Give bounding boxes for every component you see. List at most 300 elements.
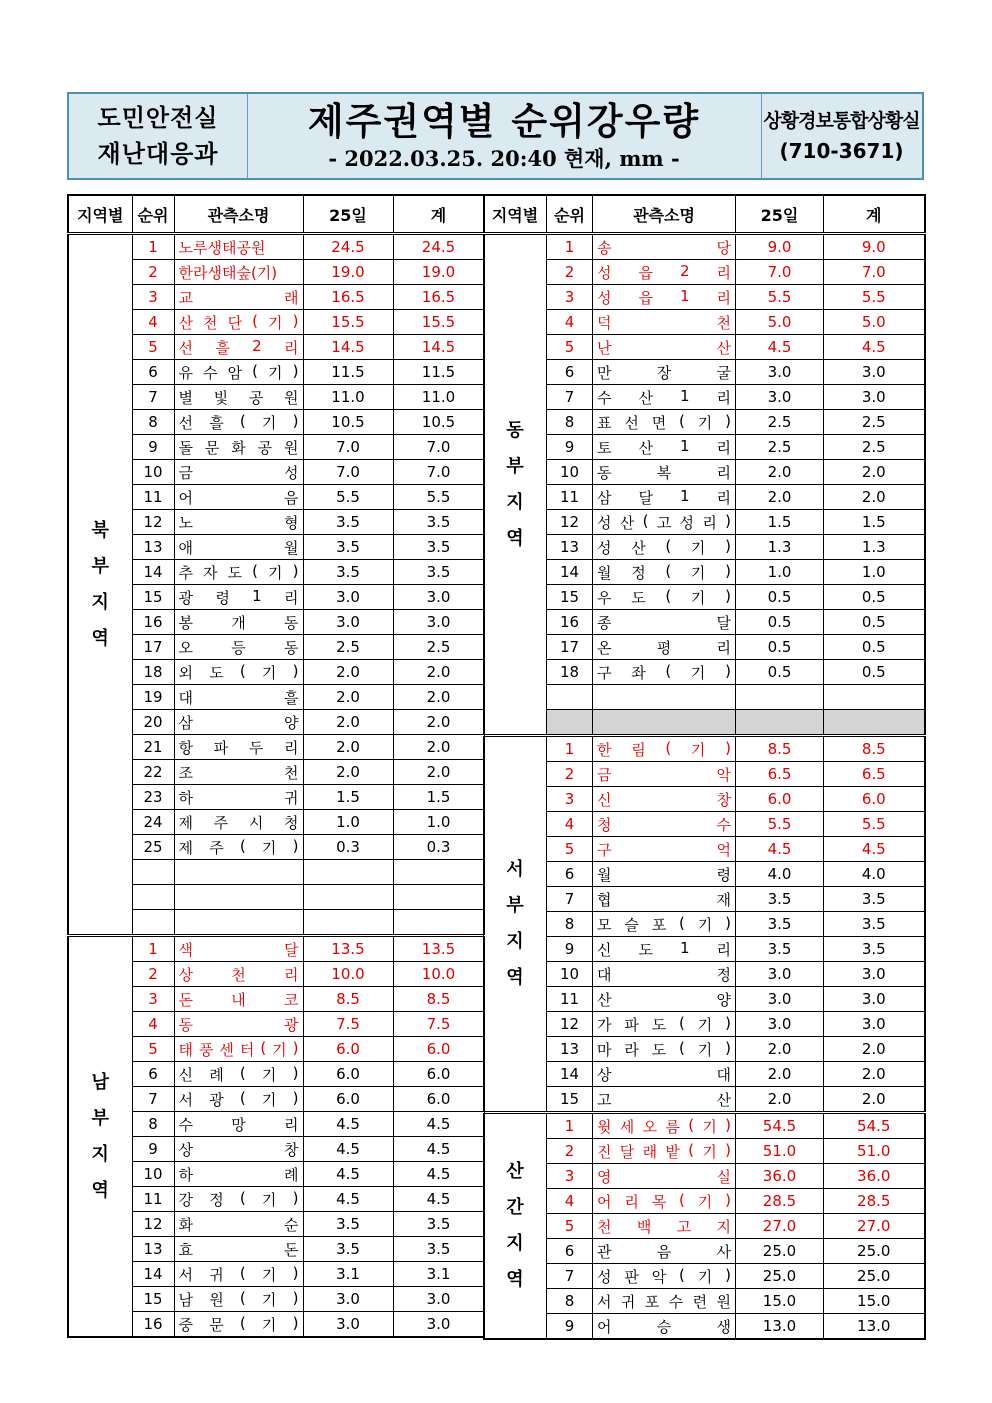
col-header-rank: 순위	[547, 195, 593, 234]
station-cell	[593, 410, 736, 435]
region-char: 지	[506, 491, 524, 513]
table-row	[484, 1062, 925, 1087]
col-header-rank: 순위	[132, 195, 174, 234]
table-row	[484, 862, 925, 887]
day-rainfall-cell: 1.3	[736, 535, 824, 560]
table-row	[484, 962, 925, 987]
total-rainfall-cell: 4.5	[393, 1137, 484, 1162]
rank-cell: 14	[132, 560, 174, 585]
table-row	[484, 1189, 925, 1214]
station-name: 구 억	[597, 840, 731, 859]
station-name: 삼 양	[178, 713, 299, 732]
station-cell	[593, 460, 736, 485]
station-name: 온 평 리	[597, 638, 731, 657]
rainfall-table-right	[483, 194, 926, 1340]
station-cell	[174, 910, 303, 936]
total-rainfall-cell: 1.5	[393, 785, 484, 810]
day-rainfall-cell: 0.5	[736, 635, 824, 660]
station-name: 어 승 생	[597, 1317, 731, 1336]
station-name: 금 성	[178, 463, 299, 482]
rank-cell: 1	[547, 736, 593, 762]
day-rainfall-cell: 13.5	[303, 936, 393, 962]
total-rainfall-cell: 2.0	[393, 735, 484, 760]
day-rainfall-cell: 1.5	[303, 785, 393, 810]
station-name: 선 흘 ( 기 )	[178, 411, 299, 432]
total-rainfall-cell: 36.0	[824, 1164, 925, 1189]
table-row	[484, 310, 925, 335]
rank-cell: 16	[547, 610, 593, 635]
day-rainfall-cell	[303, 885, 393, 910]
table-row	[484, 234, 925, 260]
day-rainfall-cell: 2.5	[303, 635, 393, 660]
day-rainfall-cell: 4.5	[303, 1162, 393, 1187]
rank-cell: 8	[547, 410, 593, 435]
station-cell	[174, 760, 303, 785]
total-rainfall-cell: 19.0	[393, 260, 484, 285]
total-rainfall-cell: 3.5	[824, 887, 925, 912]
station-name: 제 주 ( 기 )	[178, 836, 299, 857]
table-row	[484, 1214, 925, 1239]
station-name: 대 흘	[178, 688, 299, 707]
station-name: 성 읍 2 리	[597, 261, 731, 282]
station-cell	[174, 585, 303, 610]
day-rainfall-cell: 1.5	[736, 510, 824, 535]
station-name: 협 재	[597, 890, 731, 909]
rank-cell: 9	[547, 435, 593, 460]
station-name: 금 악	[597, 765, 731, 784]
day-rainfall-cell: 4.5	[303, 1187, 393, 1212]
station-name: 태 풍 센 터 ( 기 )	[178, 1038, 299, 1059]
day-rainfall-cell: 2.5	[736, 410, 824, 435]
rank-cell: 11	[547, 987, 593, 1012]
total-rainfall-cell: 54.5	[824, 1113, 925, 1139]
station-cell	[174, 835, 303, 860]
station-cell	[174, 310, 303, 335]
rank-cell: 14	[547, 560, 593, 585]
day-rainfall-cell: 3.0	[303, 610, 393, 635]
day-rainfall-cell	[303, 860, 393, 885]
region-char: 부	[91, 555, 109, 577]
station-cell	[174, 1037, 303, 1062]
station-name: 신 례 ( 기 )	[178, 1063, 299, 1084]
station-cell	[174, 560, 303, 585]
region-label	[484, 736, 547, 1113]
day-rainfall-cell: 6.0	[736, 787, 824, 812]
department-name: 도민안전실	[97, 104, 219, 132]
office-phone: (710-3671)	[779, 139, 904, 163]
day-rainfall-cell: 2.0	[736, 1087, 824, 1113]
station-name: 추 자 도 ( 기 )	[178, 561, 299, 582]
station-cell	[174, 435, 303, 460]
col-header-day: 25일	[736, 195, 824, 234]
table-row	[484, 837, 925, 862]
day-rainfall-cell: 15.0	[736, 1289, 824, 1314]
day-rainfall-cell: 9.0	[736, 234, 824, 260]
rank-cell: 21	[132, 735, 174, 760]
station-name: 청 수	[597, 815, 731, 834]
total-rainfall-cell: 7.5	[393, 1012, 484, 1037]
col-header-day: 25일	[303, 195, 393, 234]
total-rainfall-cell	[393, 860, 484, 885]
table-row	[484, 1239, 925, 1264]
day-rainfall-cell: 4.5	[736, 837, 824, 862]
day-rainfall-cell: 7.0	[303, 435, 393, 460]
station-cell	[174, 1162, 303, 1187]
day-rainfall-cell: 10.0	[303, 962, 393, 987]
total-rainfall-cell: 3.0	[824, 987, 925, 1012]
day-rainfall-cell: 0.5	[736, 660, 824, 685]
station-cell	[174, 860, 303, 885]
region-label	[68, 936, 132, 1338]
station-name: 성 산 ( 고 성 리 )	[597, 511, 731, 532]
rank-cell: 3	[132, 285, 174, 310]
total-rainfall-cell: 3.5	[824, 912, 925, 937]
rank-cell: 4	[132, 1012, 174, 1037]
station-cell	[174, 635, 303, 660]
station-name: 광 령 1 리	[178, 586, 299, 607]
total-rainfall-cell: 51.0	[824, 1139, 925, 1164]
station-cell	[593, 1139, 736, 1164]
rank-cell: 2	[132, 962, 174, 987]
total-rainfall-cell: 6.0	[393, 1037, 484, 1062]
station-cell	[174, 1262, 303, 1287]
total-rainfall-cell: 8.5	[393, 987, 484, 1012]
total-rainfall-cell: 0.5	[824, 635, 925, 660]
station-cell	[174, 485, 303, 510]
station-name: 서 귀 포 수 련 원	[597, 1292, 731, 1311]
station-cell	[174, 1187, 303, 1212]
table-row	[484, 385, 925, 410]
station-name: 한 림 ( 기 )	[597, 738, 731, 759]
station-name: 강 정 ( 기 )	[178, 1188, 299, 1209]
day-rainfall-cell: 3.5	[303, 560, 393, 585]
rank-cell: 10	[547, 460, 593, 485]
station-name: 성 산 ( 기 )	[597, 536, 731, 557]
day-rainfall-cell: 2.0	[303, 760, 393, 785]
station-name: 어 리 목 ( 기 )	[597, 1190, 731, 1211]
station-cell	[174, 936, 303, 962]
station-name: 어 음	[178, 488, 299, 507]
station-name: 만 장 굴	[597, 363, 731, 382]
station-cell	[174, 1237, 303, 1262]
total-rainfall-cell: 2.5	[824, 435, 925, 460]
station-name: 서 귀 ( 기 )	[178, 1263, 299, 1284]
table-row	[484, 410, 925, 435]
rank-cell: 2	[547, 762, 593, 787]
total-rainfall-cell: 3.0	[393, 1312, 484, 1338]
station-cell	[593, 360, 736, 385]
total-rainfall-cell: 6.5	[824, 762, 925, 787]
day-rainfall-cell: 3.0	[736, 1012, 824, 1037]
rank-cell: 9	[547, 937, 593, 962]
rank-cell: 12	[547, 510, 593, 535]
day-rainfall-cell: 19.0	[303, 260, 393, 285]
rank-cell	[132, 910, 174, 936]
region-char: 산	[506, 1161, 524, 1182]
station-cell	[174, 962, 303, 987]
station-cell	[174, 460, 303, 485]
region-char: 부	[91, 1107, 109, 1129]
total-rainfall-cell	[824, 685, 925, 710]
rank-cell: 5	[547, 1214, 593, 1239]
total-rainfall-cell	[824, 710, 925, 736]
day-rainfall-cell: 14.5	[303, 335, 393, 360]
total-rainfall-cell: 4.5	[393, 1187, 484, 1212]
day-rainfall-cell: 3.0	[736, 360, 824, 385]
region-char: 부	[506, 895, 524, 916]
total-rainfall-cell: 0.5	[824, 610, 925, 635]
day-rainfall-cell: 3.5	[736, 937, 824, 962]
table-row	[484, 335, 925, 360]
station-cell	[593, 335, 736, 360]
region-char: 서	[506, 859, 524, 880]
total-rainfall-cell: 7.0	[824, 260, 925, 285]
rank-cell: 19	[132, 685, 174, 710]
station-name: 상 천 리	[178, 965, 299, 984]
total-rainfall-cell: 5.5	[393, 485, 484, 510]
day-rainfall-cell: 11.5	[303, 360, 393, 385]
day-rainfall-cell: 3.5	[303, 1212, 393, 1237]
total-rainfall-cell: 11.5	[393, 360, 484, 385]
station-cell	[174, 1312, 303, 1338]
total-rainfall-cell: 4.5	[824, 837, 925, 862]
total-rainfall-cell: 3.1	[393, 1262, 484, 1287]
region-char: 지	[506, 931, 524, 952]
station-cell	[593, 987, 736, 1012]
station-name: 상 대	[597, 1065, 731, 1084]
rank-cell: 11	[132, 1187, 174, 1212]
region-label	[484, 234, 547, 736]
table-row	[484, 660, 925, 685]
station-name: 돌 문 화 공 원	[178, 438, 299, 457]
day-rainfall-cell: 2.0	[736, 460, 824, 485]
station-cell	[174, 285, 303, 310]
table-row	[484, 1087, 925, 1113]
rank-cell: 8	[547, 912, 593, 937]
station-name: 종 달	[597, 613, 731, 632]
station-cell	[593, 585, 736, 610]
total-rainfall-cell	[393, 885, 484, 910]
rank-cell: 17	[132, 635, 174, 660]
station-name: 별 빛 공 원	[178, 388, 299, 407]
day-rainfall-cell: 8.5	[736, 736, 824, 762]
day-rainfall-cell	[303, 910, 393, 936]
station-cell	[593, 736, 736, 762]
day-rainfall-cell: 6.0	[303, 1037, 393, 1062]
station-name: 노 형	[178, 513, 299, 532]
table-row	[484, 460, 925, 485]
station-name: 신 창	[597, 790, 731, 809]
day-rainfall-cell: 2.0	[303, 735, 393, 760]
total-rainfall-cell: 16.5	[393, 285, 484, 310]
total-rainfall-cell: 15.0	[824, 1289, 925, 1314]
station-name: 교 래	[178, 288, 299, 307]
rank-cell: 20	[132, 710, 174, 735]
station-cell	[593, 962, 736, 987]
rank-cell: 25	[132, 835, 174, 860]
day-rainfall-cell: 2.5	[736, 435, 824, 460]
station-name: 애 월	[178, 538, 299, 557]
station-cell	[593, 1289, 736, 1314]
rank-cell: 12	[547, 1012, 593, 1037]
station-cell	[593, 1264, 736, 1289]
station-cell	[593, 710, 736, 736]
day-rainfall-cell: 2.0	[303, 685, 393, 710]
station-cell	[174, 1087, 303, 1112]
total-rainfall-cell: 3.0	[824, 385, 925, 410]
station-cell	[593, 485, 736, 510]
day-rainfall-cell: 6.5	[736, 762, 824, 787]
table-row	[484, 987, 925, 1012]
region-char: 북	[91, 519, 109, 541]
table-row	[484, 435, 925, 460]
day-rainfall-cell: 1.0	[736, 560, 824, 585]
contact-block	[761, 94, 922, 178]
total-rainfall-cell: 2.5	[393, 635, 484, 660]
table-body-left	[68, 234, 484, 1338]
station-name: 동 광	[178, 1015, 299, 1034]
rank-cell: 11	[547, 485, 593, 510]
region-char: 역	[91, 1179, 109, 1201]
total-rainfall-cell: 25.0	[824, 1239, 925, 1264]
station-cell	[593, 1012, 736, 1037]
station-name: 덕 천	[597, 313, 731, 332]
rank-cell: 13	[547, 535, 593, 560]
col-header-total: 계	[824, 195, 925, 234]
station-name: 천 백 고 지	[597, 1217, 731, 1236]
rank-cell: 10	[547, 962, 593, 987]
col-header-station: 관측소명	[593, 195, 736, 234]
station-name: 산 양	[597, 990, 731, 1009]
station-cell	[593, 1113, 736, 1139]
station-cell	[593, 310, 736, 335]
col-header-station: 관측소명	[174, 195, 303, 234]
total-rainfall-cell: 15.5	[393, 310, 484, 335]
rank-cell: 3	[547, 1164, 593, 1189]
table-row	[484, 762, 925, 787]
total-rainfall-cell: 3.5	[393, 1212, 484, 1237]
rank-cell: 3	[132, 987, 174, 1012]
total-rainfall-cell: 1.0	[824, 560, 925, 585]
station-cell	[593, 535, 736, 560]
rank-cell: 4	[547, 310, 593, 335]
total-rainfall-cell: 27.0	[824, 1214, 925, 1239]
station-name: 월 정 ( 기 )	[597, 561, 731, 582]
total-rainfall-cell: 2.0	[824, 485, 925, 510]
total-rainfall-cell: 8.5	[824, 736, 925, 762]
total-rainfall-cell: 2.0	[824, 1037, 925, 1062]
day-rainfall-cell	[736, 710, 824, 736]
station-name: 하 례	[178, 1165, 299, 1184]
total-rainfall-cell: 0.5	[824, 660, 925, 685]
station-cell	[174, 410, 303, 435]
station-cell	[174, 1062, 303, 1087]
total-rainfall-cell: 2.0	[824, 460, 925, 485]
rank-cell: 7	[547, 385, 593, 410]
day-rainfall-cell: 3.5	[736, 912, 824, 937]
total-rainfall-cell: 3.0	[393, 585, 484, 610]
total-rainfall-cell: 13.5	[393, 936, 484, 962]
total-rainfall-cell: 2.0	[393, 760, 484, 785]
total-rainfall-cell: 5.5	[824, 285, 925, 310]
station-name: 난 산	[597, 338, 731, 357]
day-rainfall-cell: 2.0	[736, 1037, 824, 1062]
station-cell	[174, 735, 303, 760]
day-rainfall-cell: 36.0	[736, 1164, 824, 1189]
station-name: 송 당	[597, 238, 731, 257]
rank-cell: 22	[132, 760, 174, 785]
station-cell	[174, 610, 303, 635]
rank-cell: 15	[547, 585, 593, 610]
day-rainfall-cell: 54.5	[736, 1113, 824, 1139]
day-rainfall-cell: 3.5	[303, 1237, 393, 1262]
table-row	[484, 937, 925, 962]
rank-cell	[132, 885, 174, 910]
total-rainfall-cell: 0.3	[393, 835, 484, 860]
table-row	[484, 1314, 925, 1340]
table-row	[68, 936, 484, 962]
rank-cell: 7	[132, 385, 174, 410]
rank-cell: 3	[547, 787, 593, 812]
report-subtitle: - 2022.03.25. 20:40 현재, mm -	[328, 146, 680, 171]
rank-cell: 17	[547, 635, 593, 660]
rank-cell: 7	[132, 1087, 174, 1112]
day-rainfall-cell: 7.5	[303, 1012, 393, 1037]
station-name: 중 문 ( 기 )	[178, 1313, 299, 1334]
station-name: 영 실	[597, 1167, 731, 1186]
total-rainfall-cell: 10.0	[393, 962, 484, 987]
station-name: 우 도 ( 기 )	[597, 586, 731, 607]
rank-cell: 1	[132, 234, 174, 260]
total-rainfall-cell: 3.5	[393, 535, 484, 560]
day-rainfall-cell: 27.0	[736, 1214, 824, 1239]
station-cell	[174, 360, 303, 385]
station-cell	[593, 1062, 736, 1087]
station-cell	[174, 1287, 303, 1312]
station-cell	[174, 335, 303, 360]
station-name: 제 주 시 청	[178, 813, 299, 832]
day-rainfall-cell: 0.3	[303, 835, 393, 860]
day-rainfall-cell: 25.0	[736, 1264, 824, 1289]
station-name: 조 천	[178, 763, 299, 782]
total-rainfall-cell: 2.0	[393, 660, 484, 685]
station-cell	[174, 234, 303, 260]
department-block	[69, 94, 248, 178]
station-name: 서 광 ( 기 )	[178, 1088, 299, 1109]
rank-cell: 13	[547, 1037, 593, 1062]
rank-cell: 6	[132, 1062, 174, 1087]
rank-cell: 13	[132, 535, 174, 560]
station-name: 삼 달 1 리	[597, 486, 731, 507]
rank-cell: 18	[547, 660, 593, 685]
station-name: 가 파 도 ( 기 )	[597, 1013, 731, 1034]
rank-cell: 15	[132, 585, 174, 610]
station-name: 선 흘 2 리	[178, 336, 299, 357]
rank-cell: 11	[132, 485, 174, 510]
day-rainfall-cell: 4.5	[736, 335, 824, 360]
rank-cell: 13	[132, 1237, 174, 1262]
station-cell	[174, 1112, 303, 1137]
total-rainfall-cell: 3.5	[824, 937, 925, 962]
total-rainfall-cell: 1.0	[393, 810, 484, 835]
station-name: 남 원 ( 기 )	[178, 1288, 299, 1309]
total-rainfall-cell: 4.5	[393, 1162, 484, 1187]
total-rainfall-cell: 4.0	[824, 862, 925, 887]
col-header-region: 지역별	[68, 195, 132, 234]
station-name: 산 천 단 ( 기 )	[178, 311, 299, 332]
station-name: 수 망 리	[178, 1115, 299, 1134]
rank-cell: 8	[132, 410, 174, 435]
